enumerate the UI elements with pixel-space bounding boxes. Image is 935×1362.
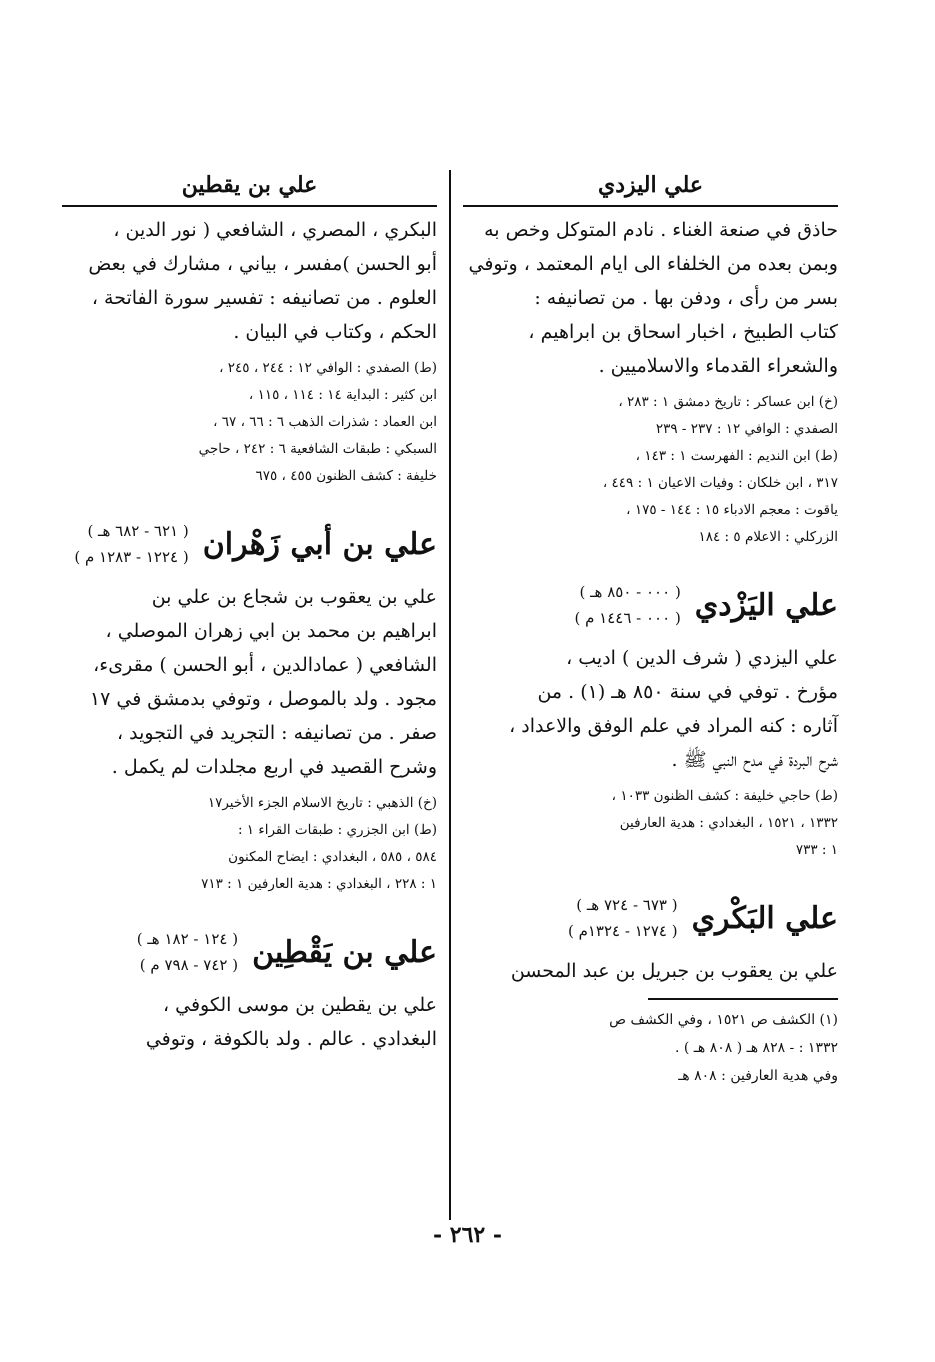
text-line: ابراهيم بن محمد بن ابي زهران الموصلي ، [105, 620, 437, 642]
reference-line: ابن العماد : شذرات الذهب ٦ : ٦٦ ، ٦٧ ، [213, 414, 437, 430]
right-intro-text [463, 213, 838, 383]
reference-line: ٥٨٤ ، ٥٨٥ ، البغدادي : ايضاح المكنون [228, 849, 437, 865]
entry-dates [574, 579, 680, 631]
text-line: علي بن يعقوب بن شجاع بن علي بن [151, 586, 437, 608]
footnotes [463, 1006, 838, 1090]
entry-name: علي اليَزْدي [694, 587, 838, 623]
page-number: - ٢٦٢ - [432, 1222, 503, 1248]
left-intro-references [62, 355, 437, 490]
text-line: البغدادي . عالم . ولد بالكوفة ، وتوفي [145, 1028, 437, 1050]
footnote-line: وفي هدية العارفين : ٨٠٨ هـ [678, 1068, 838, 1084]
text-line: وبمن بعده من الخلفاء الى ايام المعتمد ، وتوفي [468, 253, 838, 275]
reference-line: الصفدي : الوافي ١٢ : ٢٣٧ - ٢٣٩ [655, 421, 838, 437]
dates-gregorian: ( ١٢٧٤ - ١٣٢٤م ) [567, 922, 678, 940]
text-line: مؤرخ . توفي في سنة ٨٥٠ هـ (١) . من [537, 681, 838, 703]
text-line: البكري ، المصري ، الشافعي ( نور الدين ، [113, 219, 437, 241]
right-header-rule [463, 205, 838, 207]
entry-name: علي البَكْري [691, 900, 838, 936]
entry-name: علي بن يَقْطِين [252, 934, 437, 970]
entry-heading-zahran [62, 518, 437, 570]
reference-line: (ط) حاجي خليفة : كشف الظنون ١٠٣٣ ، [611, 788, 838, 804]
right-column-header: علي اليزدي [597, 172, 703, 198]
reference-line: (ط) ابن الجزري : طبقات القراء ١ : [237, 822, 437, 838]
entry-dates [74, 518, 188, 570]
dates-hijri: ( ١٢٤ - ١٨٢ هـ ) [136, 930, 239, 948]
reference-line: (ط) الصفدي : الوافي ١٢ : ٢٤٤ ، ٢٤٥ ، [219, 360, 437, 376]
text-line: بسر من رأى ، ودفن بها . من تصانيفه : [534, 287, 838, 309]
reference-line: السبكي : طبقات الشافعية ٦ : ٢٤٢ ، حاجي [198, 441, 437, 457]
reference-line: ياقوت : معجم الادباء ١٥ : ١٤٤ - ١٧٥ ، [626, 502, 838, 518]
entry-dates [137, 926, 238, 978]
text-line: آثاره : كنه المراد في علم الوفق والاعداد ، [509, 715, 838, 737]
entry-references-zahran [62, 790, 437, 898]
dates-gregorian: ( ٠٠٠ - ١٤٤٦ م ) [574, 609, 681, 627]
text-line: علي بن يعقوب بن جبريل بن عبد المحسن [510, 960, 838, 982]
text-line: الشافعي ( عمادالدين ، أبو الحسن ) مقرىء، [93, 654, 437, 676]
reference-line: ١٣٣٢ ، ١٥٢١ ، البغدادي : هدية العارفين [619, 815, 838, 831]
text-line: علي اليزدي ( شرف الدين ) اديب ، [566, 647, 838, 669]
right-column [463, 165, 838, 1090]
entry-text-yaqtin [62, 988, 437, 1056]
text-line: مجود . ولد بالموصل ، وتوفي بدمشق في ١٧ [89, 688, 437, 710]
reference-line: (خ) ابن عساكر : تاريخ دمشق ١ : ٢٨٣ ، [618, 394, 838, 410]
left-intro-text [62, 213, 437, 349]
text-line: أبو الحسن )مفسر ، بياني ، مشارك في بعض [88, 253, 437, 275]
entry-heading-yazdi [463, 579, 838, 631]
reference-line: ابن كثير : البداية ١٤ : ١١٤ ، ١١٥ ، [248, 387, 437, 403]
entry-dates [568, 892, 678, 944]
dates-gregorian: ( ٧٤٢ - ٧٩٨ م ) [139, 956, 239, 974]
text-line: الحكم ، وكتاب في البيان . [233, 321, 437, 343]
text-line: كتاب الطبيخ ، اخبار اسحاق بن ابراهيم ، [528, 321, 838, 343]
reference-line: ٣١٧ ، ابن خلكان : وفيات الاعيان ١ : ٤٤٩ ، [602, 475, 838, 491]
reference-line: ١ : ٧٣٣ [795, 842, 838, 858]
text-line: شرح البردة في مدح النبي ﷺ . [671, 749, 838, 771]
entry-text-bakri [463, 954, 838, 988]
dates-gregorian: ( ١٢٢٤ - ١٢٨٣ م ) [74, 548, 189, 566]
entry-heading-bakri [463, 892, 838, 944]
reference-line: (ط) ابن النديم : الفهرست ١ : ١٤٣ ، [635, 448, 838, 464]
entry-text-zahran [62, 580, 437, 784]
footnote-line: (١) الكشف ص ١٥٢١ ، وفي الكشف ص [609, 1012, 838, 1028]
entry-name: علي بن أبي زَهْران [202, 526, 437, 562]
footnote-line: ١٣٣٢ : - ٨٢٨ هـ ( ٨٠٨ هـ ) . [674, 1040, 838, 1056]
right-intro-references [463, 389, 838, 551]
text-line: علي بن يقطين بن موسى الكوفي ، [162, 994, 437, 1016]
dates-hijri: ( ٠٠٠ - ٨٥٠ هـ ) [579, 583, 681, 601]
text-line: صفر . من تصانيفه : التجريد في التجويد ، [116, 722, 437, 744]
entry-references-yazdi [463, 783, 838, 864]
reference-line: (خ) الذهبي : تاريخ الاسلام الجزء الأخير١٧ [207, 795, 437, 811]
left-column-header: علي بن يقطين [181, 172, 318, 198]
text-line: والشعراء القدماء والاسلاميين . [598, 355, 838, 377]
dates-hijri: ( ٦٢١ - ٦٨٢ هـ ) [87, 522, 189, 540]
column-divider [449, 170, 451, 1220]
text-line: وشرح القصيد في اربع مجلدات لم يكمل . [111, 756, 437, 778]
reference-line: خليفة : كشف الظنون ٤٥٥ ، ٦٧٥ [255, 468, 437, 484]
entry-text-yazdi [463, 641, 838, 777]
text-line: العلوم . من تصانيفه : تفسير سورة الفاتحة ، [91, 287, 437, 309]
text-line: حاذق في صنعة الغناء . نادم المتوكل وخص به [484, 219, 838, 241]
dates-hijri: ( ٦٧٣ - ٧٢٤ هـ ) [576, 896, 678, 914]
left-column [62, 165, 437, 1056]
entry-heading-yaqtin [62, 926, 437, 978]
footnote-rule [648, 998, 838, 1000]
reference-line: الزركلي : الاعلام ٥ : ١٨٤ [698, 529, 838, 545]
left-header-rule [62, 205, 437, 207]
reference-line: ١ : ٢٢٨ ، البغدادي : هدية العارفين ١ : ٧١٣ [201, 876, 437, 892]
